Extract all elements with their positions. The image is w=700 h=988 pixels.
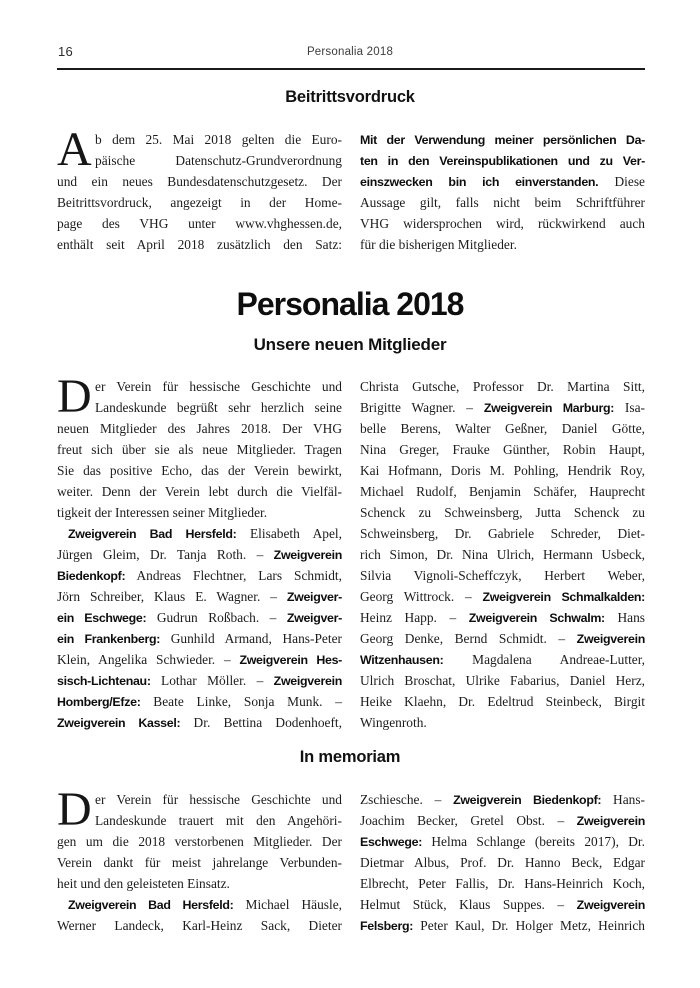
text-line: [57, 523, 342, 544]
drop-cap-letter: D: [57, 370, 92, 423]
text-run: Dietmar Albus, Prof. Dr. Hanno Beck, Edgar: [360, 855, 645, 870]
text-line: [57, 789, 342, 810]
text-run: Michael Rudolf, Benjamin Schäfer, Hauprecht: [360, 484, 645, 499]
text-line: [360, 481, 645, 502]
text-run: Helmut Stück, Klaus Suppes. –: [360, 897, 577, 912]
text-line: [360, 523, 645, 544]
text-line: [57, 565, 342, 586]
text-line: [360, 150, 645, 171]
text-line: [360, 418, 645, 439]
text-column: [57, 783, 342, 936]
text-run: Heinz Happ. –: [360, 610, 469, 625]
text-line: [57, 171, 342, 192]
text-run: Elbrecht, Peter Fallis, Dr. Hans-Heinrich Koch,: [360, 876, 645, 891]
text-run: Schenck zu Schweinsberg, Jutta Schenck zu: [360, 505, 645, 520]
text-run: er Verein für hessische Geschichte und: [95, 379, 342, 394]
text-line: [57, 670, 342, 691]
text-run: Gudrun Roßbach. –: [146, 610, 287, 625]
text-run: Beate Linke, Sonja Munk. –: [140, 694, 342, 709]
text-run: Diese: [598, 174, 645, 189]
bold-text-run: Zweigverein Bad Hersfeld:: [68, 898, 234, 912]
text-run: Nina Greger, Frauke Günther, Robin Haupt,: [360, 442, 645, 457]
text-line: [360, 670, 645, 691]
text-line: [360, 376, 645, 397]
text-run: Jörn Schreiber, Klaus E. Wagner. –: [57, 589, 287, 604]
text-column: [57, 370, 342, 733]
text-line: [57, 502, 342, 523]
drop-cap-letter: A: [57, 123, 92, 176]
section-heading-neue-mitglieder: Unsere neuen Mitglieder: [253, 335, 447, 354]
text-run: Landeskunde begrüßt sehr herzlich seine: [95, 400, 342, 415]
text-run: rich Simon, Dr. Nina Ulrich, Hermann Usbeck,: [360, 547, 645, 562]
text-line: [57, 397, 342, 418]
text-run: Klein, Angelika Schwieder. –: [57, 652, 240, 667]
text-run: freut sich über sie als neue Mitglieder. Tragen: [57, 442, 342, 457]
header-rule: [57, 68, 645, 70]
text-run: Landeskunde trauert mit den Angehöri-: [95, 813, 342, 828]
text-line: [57, 439, 342, 460]
text-line: [57, 213, 342, 234]
bold-text-run: Zweigver-: [286, 590, 342, 604]
text-line: [360, 691, 645, 712]
page-number: 16: [58, 44, 74, 59]
text-run: b dem 25. Mai 2018 gelten die Euro-: [95, 132, 342, 147]
text-line: [57, 481, 342, 502]
bold-text-run: Zweigverein: [576, 814, 645, 828]
text-line: [360, 213, 645, 234]
text-run: Ulrich Broschat, Ulrike Fabarius, Daniel Herz,: [360, 673, 645, 688]
bold-text-run: Witzenhausen:: [360, 653, 444, 667]
bold-text-run: Zweigverein Bad Hersfeld:: [68, 527, 237, 541]
text-run: Jürgen Gleim, Dr. Tanja Roth. –: [57, 547, 274, 562]
text-line: [360, 565, 645, 586]
text-run: Georg Wittrock. –: [360, 589, 483, 604]
text-line: [57, 586, 342, 607]
drop-cap-letter: D: [57, 783, 92, 836]
text-line: [57, 915, 342, 936]
text-line: [360, 789, 645, 810]
bold-text-run: sisch-Lichtenau:: [57, 674, 151, 688]
text-run: Sie das positive Echo, das der Verein bewirkt,: [57, 463, 342, 478]
bold-text-run: Zweigverein Biedenkopf:: [453, 793, 602, 807]
text-run: Beitrittsvordruck, angezeigt in der Home-: [57, 195, 342, 210]
text-line: [57, 607, 342, 628]
text-run: Dr. Bettina Dodenhoeft,: [180, 715, 342, 730]
text-line: [360, 873, 645, 894]
text-line: [360, 649, 645, 670]
text-run: Andreas Flechtner, Lars Schmidt,: [125, 568, 342, 583]
text-run: Heike Klaehn, Dr. Edeltrud Steinbeck, Birgit: [360, 694, 645, 709]
text-run: heit und den geleisteten Einsatz.: [57, 876, 230, 891]
text-line: [360, 439, 645, 460]
text-line: [57, 691, 342, 712]
bold-text-run: Zweigverein Marburg:: [483, 401, 615, 415]
bold-text-run: ten in den Vereinspublikationen und zu Ver-: [360, 154, 645, 168]
text-line: [57, 192, 342, 213]
text-line: [57, 376, 342, 397]
text-line: [360, 831, 645, 852]
text-line: [360, 544, 645, 565]
text-run: Michael Häusle,: [233, 897, 342, 912]
text-run: enthält seit April 2018 zusätzlich den Satz:: [57, 237, 342, 252]
text-run: Wingenroth.: [360, 715, 427, 730]
text-run: neuen Mitglieder des Jahres 2018. Der VHG: [57, 421, 342, 436]
text-line: [360, 607, 645, 628]
text-line: [57, 810, 342, 831]
text-run: VHG widersprochen wird, rückwirkend auch: [360, 216, 645, 231]
section-heading-in-memoriam: In memoriam: [299, 748, 401, 766]
text-line: [57, 628, 342, 649]
text-run: Hans: [604, 610, 645, 625]
text-line: [57, 129, 342, 150]
text-line: [360, 192, 645, 213]
text-column: [360, 129, 645, 255]
bold-text-run: Zweigver-: [286, 611, 342, 625]
text-run: päische Datenschutz-Grundverordnung: [95, 153, 342, 168]
text-run: page des VHG unter www.vhghessen.de,: [57, 216, 342, 231]
text-line: [57, 544, 342, 565]
text-line: [360, 628, 645, 649]
text-column: [57, 123, 342, 255]
text-run: Isa-: [614, 400, 645, 415]
text-line: [360, 810, 645, 831]
text-run: Joachim Becker, Gretel Obst. –: [360, 813, 577, 828]
bold-text-run: Biedenkopf:: [57, 569, 126, 583]
text-run: Helma Schlange (bereits 2017), Dr.: [422, 834, 645, 849]
text-line: [360, 712, 645, 733]
text-run: Schweinsberg, Dr. Gabriele Schreder, Diet-: [360, 526, 645, 541]
text-run: Elisabeth Apel,: [236, 526, 342, 541]
bold-text-run: Zweigverein Schmalkalden:: [482, 590, 645, 604]
text-column: [360, 789, 645, 936]
bold-text-run: ein Eschwege:: [57, 611, 147, 625]
text-run: belle Berens, Walter Geßner, Daniel Götte,: [360, 421, 645, 436]
text-run: Georg Denke, Bernd Schmidt. –: [360, 631, 577, 646]
bold-text-run: einszwecken bin ich einverstanden.: [360, 175, 599, 189]
text-run: Brigitte Wagner. –: [360, 400, 484, 415]
bold-text-run: Zweigverein: [273, 548, 342, 562]
text-line: [57, 831, 342, 852]
article-title: Personalia 2018: [236, 286, 464, 322]
text-line: [57, 712, 342, 733]
bold-text-run: Felsberg:: [360, 919, 414, 933]
text-run: Magdalena Andreae-Lutter,: [443, 652, 645, 667]
section-heading-beitrittsvordruck: Beitrittsvordruck: [285, 88, 415, 106]
bold-text-run: Mit der Verwendung meiner persönlichen Da-: [360, 133, 645, 147]
text-line: [57, 460, 342, 481]
text-run: Gunhild Armand, Hans-Peter: [160, 631, 342, 646]
bold-text-run: Zweigverein: [576, 898, 645, 912]
bold-text-run: Homberg/Efze:: [57, 695, 141, 709]
neue-mitglieder-columns: [57, 370, 645, 733]
text-run: Christa Gutsche, Professor Dr. Martina Sitt,: [360, 379, 645, 394]
text-line: [360, 397, 645, 418]
text-line: [57, 873, 342, 894]
bold-text-run: Zweigverein: [273, 674, 342, 688]
text-run: Werner Landeck, Karl-Heinz Sack, Dieter: [57, 918, 342, 933]
text-run: weiter. Denn der Verein lebt durch die Vielfäl-: [57, 484, 342, 499]
text-line: [360, 586, 645, 607]
text-run: Zschiesche. –: [360, 792, 454, 807]
text-line: [360, 234, 645, 255]
text-line: [57, 852, 342, 873]
text-line: [360, 171, 645, 192]
text-run: Peter Kaul, Dr. Holger Metz, Heinrich: [413, 918, 645, 933]
text-run: Hans-: [601, 792, 645, 807]
text-run: Kai Hofmann, Doris M. Pohling, Hendrik Roy,: [360, 463, 645, 478]
text-run: Lothar Möller. –: [150, 673, 274, 688]
bold-text-run: Zweigverein Hes-: [239, 653, 342, 667]
bold-text-run: ein Frankenberg:: [57, 632, 161, 646]
bold-text-run: Eschwege:: [360, 835, 423, 849]
bold-text-run: Zweigverein Schwalm:: [468, 611, 605, 625]
text-line: [57, 234, 342, 255]
text-line: [360, 129, 645, 150]
running-header-title: Personalia 2018: [306, 46, 394, 58]
text-line: [360, 915, 645, 936]
text-line: [57, 150, 342, 171]
text-run: er Verein für hessische Geschichte und: [95, 792, 342, 807]
text-line: [360, 852, 645, 873]
text-line: [360, 460, 645, 481]
text-run: Aussage gilt, falls nicht beim Schriftführer: [360, 195, 645, 210]
text-line: [57, 649, 342, 670]
bold-text-run: Zweigverein Kassel:: [57, 716, 181, 730]
text-run: und ein neues Bundesdatenschutzgesetz. Der: [57, 174, 342, 189]
in-memoriam-columns: [57, 783, 645, 936]
text-line: [57, 894, 342, 915]
text-line: [360, 894, 645, 915]
text-run: Silvia Vignoli-Scheffczyk, Herbert Weber,: [360, 568, 645, 583]
text-run: für die bisherigen Mitglieder.: [360, 237, 517, 252]
text-run: tigkeit der Interessen seiner Mitglieder.: [57, 505, 268, 520]
text-run: Verein dankt für meist jahrelange Verbunden-: [57, 855, 342, 870]
bold-text-run: Zweigverein: [576, 632, 645, 646]
text-line: [360, 502, 645, 523]
text-line: [57, 418, 342, 439]
text-column: [360, 376, 645, 733]
text-run: gen um die 2018 verstorbenen Mitglieder. Der: [57, 834, 342, 849]
beitrittsvordruck-columns: [57, 123, 645, 255]
